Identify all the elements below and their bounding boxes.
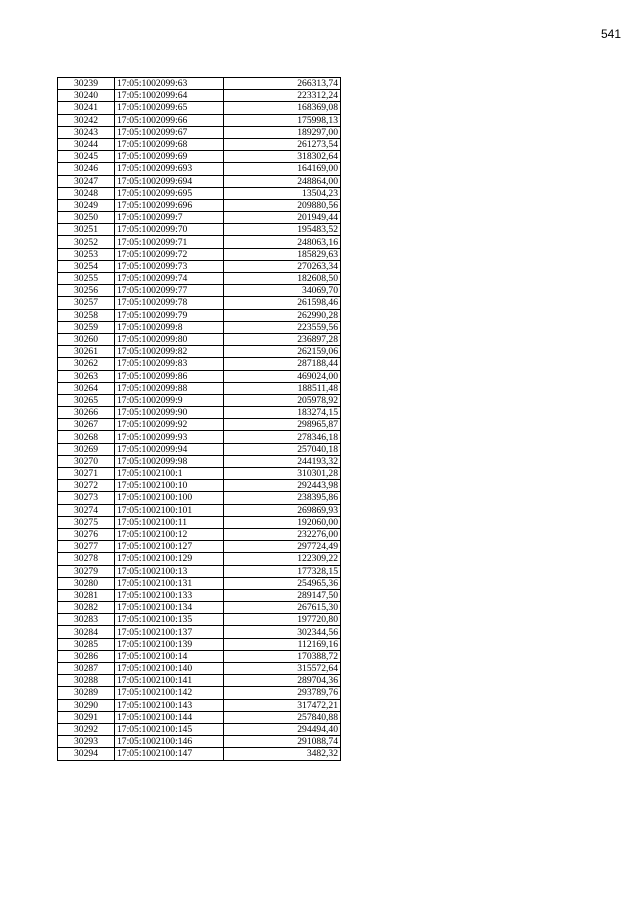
row-id-cell: 30243 <box>58 126 115 138</box>
row-id-cell: 30254 <box>58 260 115 272</box>
cadastral-number-cell: 17:05:1002099:83 <box>115 358 224 370</box>
row-id-cell: 30274 <box>58 504 115 516</box>
cadastral-number-cell: 17:05:1002100:12 <box>115 528 224 540</box>
row-id-cell: 30283 <box>58 614 115 626</box>
table-row <box>58 541 341 553</box>
table-row <box>58 492 341 504</box>
row-id-cell: 30272 <box>58 480 115 492</box>
cadastral-number-cell: 17:05:1002099:90 <box>115 407 224 419</box>
row-id-cell: 30264 <box>58 382 115 394</box>
value-cell: 188511,48 <box>224 382 341 394</box>
value-cell: 201949,44 <box>224 212 341 224</box>
table-row <box>58 394 341 406</box>
table-row <box>58 114 341 126</box>
table-row <box>58 711 341 723</box>
cadastral-number-cell: 17:05:1002100:134 <box>115 602 224 614</box>
cadastral-number-cell: 17:05:1002099:94 <box>115 443 224 455</box>
cadastral-number-cell: 17:05:1002100:139 <box>115 638 224 650</box>
table-row <box>58 699 341 711</box>
row-id-cell: 30271 <box>58 468 115 480</box>
cadastral-number-cell: 17:05:1002100:144 <box>115 711 224 723</box>
table-row <box>58 285 341 297</box>
table-row <box>58 577 341 589</box>
table-row <box>58 748 341 760</box>
row-id-cell: 30270 <box>58 455 115 467</box>
cadastral-number-cell: 17:05:1002100:133 <box>115 589 224 601</box>
value-cell: 269869,93 <box>224 504 341 516</box>
table-row <box>58 224 341 236</box>
value-cell: 278346,18 <box>224 431 341 443</box>
cadastral-number-cell: 17:05:1002099:72 <box>115 248 224 260</box>
table-row <box>58 614 341 626</box>
value-cell: 254965,36 <box>224 577 341 589</box>
table-row <box>58 102 341 114</box>
row-id-cell: 30288 <box>58 675 115 687</box>
value-cell: 257840,88 <box>224 711 341 723</box>
value-cell: 205978,92 <box>224 394 341 406</box>
row-id-cell: 30290 <box>58 699 115 711</box>
row-id-cell: 30284 <box>58 626 115 638</box>
cadastral-number-cell: 17:05:1002100:135 <box>115 614 224 626</box>
value-cell: 261273,54 <box>224 138 341 150</box>
cadastral-number-cell: 17:05:1002100:11 <box>115 516 224 528</box>
value-cell: 292443,98 <box>224 480 341 492</box>
cadastral-number-cell: 17:05:1002099:68 <box>115 138 224 150</box>
row-id-cell: 30249 <box>58 199 115 211</box>
cadastral-number-cell: 17:05:1002099:93 <box>115 431 224 443</box>
value-cell: 185829,63 <box>224 248 341 260</box>
table-row <box>58 248 341 260</box>
table-row <box>58 163 341 175</box>
table-row <box>58 407 341 419</box>
value-cell: 112169,16 <box>224 638 341 650</box>
cadastral-number-cell: 17:05:1002099:92 <box>115 419 224 431</box>
cadastral-number-cell: 17:05:1002100:137 <box>115 626 224 638</box>
value-cell: 197720,80 <box>224 614 341 626</box>
cadastral-number-cell: 17:05:1002099:694 <box>115 175 224 187</box>
value-cell: 183274,15 <box>224 407 341 419</box>
value-cell: 289704,36 <box>224 675 341 687</box>
row-id-cell: 30239 <box>58 78 115 90</box>
value-cell: 287188,44 <box>224 358 341 370</box>
row-id-cell: 30263 <box>58 370 115 382</box>
row-id-cell: 30258 <box>58 309 115 321</box>
table-row <box>58 260 341 272</box>
cadastral-number-cell: 17:05:1002099:695 <box>115 187 224 199</box>
value-cell: 310301,28 <box>224 468 341 480</box>
value-cell: 13504,23 <box>224 187 341 199</box>
table-row <box>58 528 341 540</box>
table-body <box>58 78 341 761</box>
value-cell: 232276,00 <box>224 528 341 540</box>
table-row <box>58 455 341 467</box>
cadastral-number-cell: 17:05:1002099:67 <box>115 126 224 138</box>
row-id-cell: 30265 <box>58 394 115 406</box>
row-id-cell: 30267 <box>58 419 115 431</box>
value-cell: 266313,74 <box>224 78 341 90</box>
value-cell: 223559,56 <box>224 321 341 333</box>
value-cell: 293789,76 <box>224 687 341 699</box>
cadastral-number-cell: 17:05:1002099:78 <box>115 297 224 309</box>
cadastral-number-cell: 17:05:1002100:129 <box>115 553 224 565</box>
cadastral-number-cell: 17:05:1002100:10 <box>115 480 224 492</box>
row-id-cell: 30248 <box>58 187 115 199</box>
cadastral-number-cell: 17:05:1002100:143 <box>115 699 224 711</box>
row-id-cell: 30250 <box>58 212 115 224</box>
table-row <box>58 151 341 163</box>
row-id-cell: 30253 <box>58 248 115 260</box>
row-id-cell: 30255 <box>58 273 115 285</box>
table-row <box>58 236 341 248</box>
row-id-cell: 30259 <box>58 321 115 333</box>
value-cell: 238395,86 <box>224 492 341 504</box>
table-row <box>58 565 341 577</box>
table-row <box>58 443 341 455</box>
row-id-cell: 30262 <box>58 358 115 370</box>
table-row <box>58 358 341 370</box>
row-id-cell: 30279 <box>58 565 115 577</box>
row-id-cell: 30257 <box>58 297 115 309</box>
table-row <box>58 309 341 321</box>
table-row <box>58 602 341 614</box>
table-row <box>58 723 341 735</box>
table-row <box>58 199 341 211</box>
value-cell: 244193,32 <box>224 455 341 467</box>
row-id-cell: 30245 <box>58 151 115 163</box>
value-cell: 267615,30 <box>224 602 341 614</box>
table-row <box>58 516 341 528</box>
cadastral-number-cell: 17:05:1002099:8 <box>115 321 224 333</box>
cadastral-number-cell: 17:05:1002099:64 <box>115 90 224 102</box>
table-row <box>58 736 341 748</box>
value-cell: 164169,00 <box>224 163 341 175</box>
table-row <box>58 273 341 285</box>
value-cell: 182608,50 <box>224 273 341 285</box>
table-row <box>58 480 341 492</box>
cadastral-number-cell: 17:05:1002099:70 <box>115 224 224 236</box>
table-row <box>58 626 341 638</box>
row-id-cell: 30256 <box>58 285 115 297</box>
cadastral-number-cell: 17:05:1002099:696 <box>115 199 224 211</box>
value-cell: 248063,16 <box>224 236 341 248</box>
value-cell: 262990,28 <box>224 309 341 321</box>
cadastral-number-cell: 17:05:1002100:145 <box>115 723 224 735</box>
value-cell: 318302,64 <box>224 151 341 163</box>
table-row <box>58 504 341 516</box>
value-cell: 469024,00 <box>224 370 341 382</box>
table-row <box>58 346 341 358</box>
row-id-cell: 30293 <box>58 736 115 748</box>
row-id-cell: 30294 <box>58 748 115 760</box>
cadastral-number-cell: 17:05:1002099:9 <box>115 394 224 406</box>
value-cell: 289147,50 <box>224 589 341 601</box>
table-row <box>58 370 341 382</box>
cadastral-number-cell: 17:05:1002100:140 <box>115 663 224 675</box>
row-id-cell: 30261 <box>58 346 115 358</box>
cadastral-number-cell: 17:05:1002100:146 <box>115 736 224 748</box>
row-id-cell: 30266 <box>58 407 115 419</box>
table-row <box>58 553 341 565</box>
cadastral-number-cell: 17:05:1002099:7 <box>115 212 224 224</box>
value-cell: 122309,22 <box>224 553 341 565</box>
table-row <box>58 212 341 224</box>
table-row <box>58 675 341 687</box>
row-id-cell: 30275 <box>58 516 115 528</box>
page-number: 541 <box>600 27 621 41</box>
value-cell: 302344,56 <box>224 626 341 638</box>
row-id-cell: 30286 <box>58 650 115 662</box>
table-row <box>58 382 341 394</box>
cadastral-number-cell: 17:05:1002099:88 <box>115 382 224 394</box>
table-row <box>58 687 341 699</box>
row-id-cell: 30281 <box>58 589 115 601</box>
table-row <box>58 78 341 90</box>
value-cell: 170388,72 <box>224 650 341 662</box>
cadastral-number-cell: 17:05:1002100:127 <box>115 541 224 553</box>
row-id-cell: 30247 <box>58 175 115 187</box>
cadastral-number-cell: 17:05:1002100:147 <box>115 748 224 760</box>
row-id-cell: 30252 <box>58 236 115 248</box>
row-id-cell: 30277 <box>58 541 115 553</box>
cadastral-number-cell: 17:05:1002099:66 <box>115 114 224 126</box>
value-cell: 298965,87 <box>224 419 341 431</box>
cadastral-number-cell: 17:05:1002100:131 <box>115 577 224 589</box>
value-cell: 257040,18 <box>224 443 341 455</box>
value-cell: 248864,00 <box>224 175 341 187</box>
cadastral-number-cell: 17:05:1002099:79 <box>115 309 224 321</box>
value-cell: 317472,21 <box>224 699 341 711</box>
row-id-cell: 30269 <box>58 443 115 455</box>
value-cell: 261598,46 <box>224 297 341 309</box>
cadastral-number-cell: 17:05:1002100:101 <box>115 504 224 516</box>
row-id-cell: 30285 <box>58 638 115 650</box>
cadastral-number-cell: 17:05:1002099:63 <box>115 78 224 90</box>
cadastral-number-cell: 17:05:1002100:142 <box>115 687 224 699</box>
value-cell: 270263,34 <box>224 260 341 272</box>
row-id-cell: 30241 <box>58 102 115 114</box>
table-row <box>58 663 341 675</box>
table-row <box>58 419 341 431</box>
value-cell: 236897,28 <box>224 333 341 345</box>
row-id-cell: 30244 <box>58 138 115 150</box>
cadastral-number-cell: 17:05:1002100:141 <box>115 675 224 687</box>
table-row <box>58 650 341 662</box>
cadastral-number-cell: 17:05:1002099:71 <box>115 236 224 248</box>
cadastral-number-cell: 17:05:1002099:77 <box>115 285 224 297</box>
table-row <box>58 126 341 138</box>
row-id-cell: 30260 <box>58 333 115 345</box>
value-cell: 175998,13 <box>224 114 341 126</box>
table-row <box>58 175 341 187</box>
row-id-cell: 30292 <box>58 723 115 735</box>
table-row <box>58 321 341 333</box>
cadastral-number-cell: 17:05:1002100:100 <box>115 492 224 504</box>
value-cell: 223312,24 <box>224 90 341 102</box>
value-cell: 297724,49 <box>224 541 341 553</box>
row-id-cell: 30276 <box>58 528 115 540</box>
cadastral-number-cell: 17:05:1002099:86 <box>115 370 224 382</box>
cadastral-number-cell: 17:05:1002100:1 <box>115 468 224 480</box>
table-row <box>58 90 341 102</box>
row-id-cell: 30251 <box>58 224 115 236</box>
row-id-cell: 30246 <box>58 163 115 175</box>
cadastral-number-cell: 17:05:1002099:65 <box>115 102 224 114</box>
cadastral-value-table <box>57 77 341 761</box>
row-id-cell: 30273 <box>58 492 115 504</box>
value-cell: 195483,52 <box>224 224 341 236</box>
row-id-cell: 30280 <box>58 577 115 589</box>
value-cell: 262159,06 <box>224 346 341 358</box>
cadastral-number-cell: 17:05:1002099:82 <box>115 346 224 358</box>
cadastral-number-cell: 17:05:1002099:693 <box>115 163 224 175</box>
cadastral-number-cell: 17:05:1002099:69 <box>115 151 224 163</box>
table-row <box>58 187 341 199</box>
row-id-cell: 30268 <box>58 431 115 443</box>
row-id-cell: 30287 <box>58 663 115 675</box>
row-id-cell: 30240 <box>58 90 115 102</box>
value-cell: 177328,15 <box>224 565 341 577</box>
value-cell: 315572,64 <box>224 663 341 675</box>
table-row <box>58 297 341 309</box>
row-id-cell: 30282 <box>58 602 115 614</box>
row-id-cell: 30242 <box>58 114 115 126</box>
value-cell: 168369,08 <box>224 102 341 114</box>
table-row <box>58 138 341 150</box>
cadastral-number-cell: 17:05:1002099:73 <box>115 260 224 272</box>
cadastral-number-cell: 17:05:1002099:98 <box>115 455 224 467</box>
value-cell: 291088,74 <box>224 736 341 748</box>
value-cell: 294494,40 <box>224 723 341 735</box>
value-cell: 192060,00 <box>224 516 341 528</box>
row-id-cell: 30278 <box>58 553 115 565</box>
cadastral-number-cell: 17:05:1002100:14 <box>115 650 224 662</box>
row-id-cell: 30291 <box>58 711 115 723</box>
row-id-cell: 30289 <box>58 687 115 699</box>
cadastral-number-cell: 17:05:1002100:13 <box>115 565 224 577</box>
table-row <box>58 468 341 480</box>
table-row <box>58 431 341 443</box>
table-row <box>58 638 341 650</box>
cadastral-number-cell: 17:05:1002099:74 <box>115 273 224 285</box>
cadastral-number-cell: 17:05:1002099:80 <box>115 333 224 345</box>
value-cell: 34069,70 <box>224 285 341 297</box>
value-cell: 3482,32 <box>224 748 341 760</box>
value-cell: 209880,56 <box>224 199 341 211</box>
value-cell: 189297,00 <box>224 126 341 138</box>
table-row <box>58 589 341 601</box>
table-row <box>58 333 341 345</box>
